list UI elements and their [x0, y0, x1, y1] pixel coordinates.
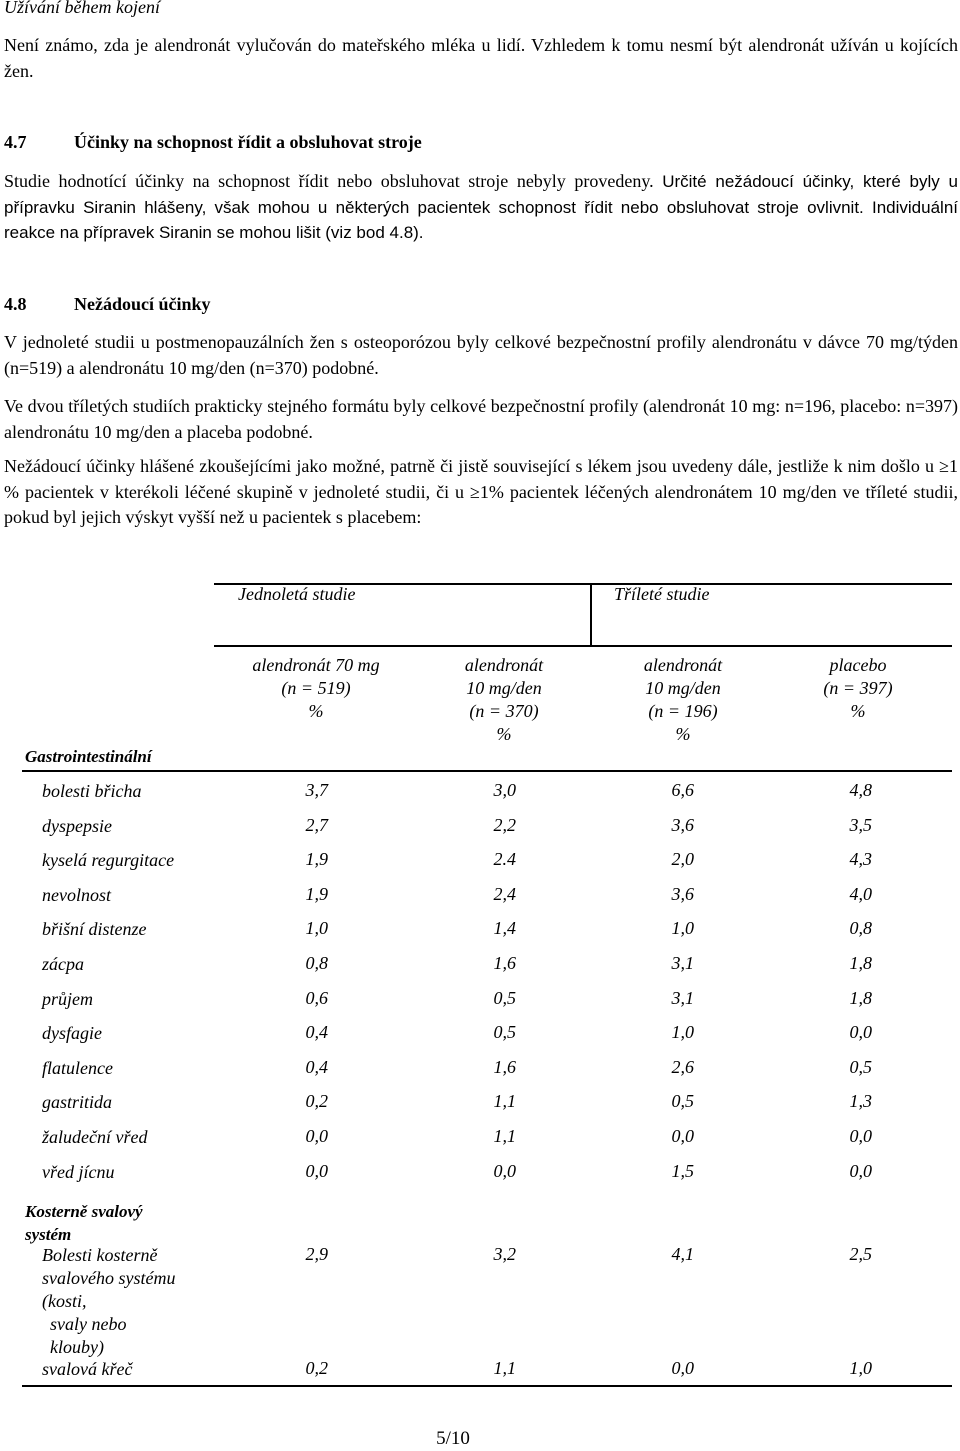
paragraph-3-part-b: 1 % pacientek v kterékoli léčené skupině v jednoleté studii, či u [4, 456, 958, 502]
column-header-line: % [850, 701, 866, 721]
value-cell: 0,8 [305, 953, 328, 973]
study-header-three-year: Tříleté studie [614, 584, 710, 604]
row-label: gastritida [42, 1092, 113, 1113]
value-cell: 4,0 [849, 883, 872, 904]
section-4-8-title: Nežádoucí účinky [74, 294, 211, 314]
value-cell: 1,9 [305, 883, 328, 904]
value-cell: 2,5 [849, 1244, 872, 1264]
value-cell: 3,6 [671, 883, 694, 904]
value-cell: 2,7 [305, 814, 328, 835]
row-label: bolesti břicha [42, 781, 142, 801]
value-cell: 0,0 [671, 1358, 694, 1378]
row-label: zácpa [42, 954, 84, 974]
group-musculoskeletal-line: systém [25, 1225, 72, 1244]
value-cell: 1,1 [493, 1358, 516, 1378]
value-cell: 3,2 [493, 1244, 516, 1264]
ge-symbol: ≥ [939, 456, 949, 476]
value-cell: 2,0 [671, 849, 694, 870]
value-cell: 1,8 [849, 987, 872, 1008]
value-cell: 0,0 [493, 1160, 516, 1181]
breastfeeding-text: Není známo, zda je alendronát vylučován do mateřského mléka u lidí. Vzhledem k tomu nesmí být alendronát užíván u kojících žen. [4, 35, 958, 81]
value-cell: 2.4 [493, 849, 516, 870]
column-header-line: alendronát [464, 655, 544, 675]
column-header-line: placebo [829, 655, 887, 675]
paragraph-3-part-a: Nežádoucí účinky hlášené zkoušejícími jako možné, patrně či jistě související s lékem jsou uvedeny dále, jestliže k nim došlo u [4, 456, 940, 476]
section-4-7-text-b: Určité nežádoucí účinky, které byly u přípravku Siranin hlášeny, však mohou u některých pacientek schopnost řídit nebo obsluhovat stroje ovlivnit. Individuální reakce na přípravek Siranin se mohou lišit (viz bod 4.8). [4, 172, 958, 242]
value-cell: 0,5 [493, 1022, 516, 1043]
column-header-alendronate-10-three-year [583, 654, 783, 746]
value-cell: 0,5 [493, 987, 516, 1008]
label-line: svalového systému [42, 1268, 176, 1288]
value-cell: 0,0 [305, 1126, 328, 1146]
group-musculoskeletal [25, 1200, 143, 1246]
column-header-line: (n = 370) [469, 701, 539, 721]
column-header-alendronate-70 [216, 654, 416, 723]
value-cell: 3,0 [493, 780, 516, 800]
column-header-line: % [496, 724, 512, 744]
paragraph-3-part-c: 1% pacientek léčených alendronátem 10 mg/den ve tříleté studii, pokud byl jejich výskyt vyšší než u pacientek s placebem: [4, 481, 958, 527]
value-cell: 0,5 [671, 1091, 694, 1112]
value-cell: 0,0 [849, 1160, 872, 1181]
column-header-line: % [308, 701, 324, 721]
value-cell: 1,1 [493, 1091, 516, 1112]
value-cell: 2,4 [493, 883, 516, 904]
label-line: klouby) [50, 1337, 104, 1357]
value-cell: 0,8 [849, 918, 872, 939]
table-column-divider [590, 583, 592, 646]
value-cell: 3,1 [671, 987, 694, 1008]
section-4-8-number: 4.8 [4, 294, 27, 314]
value-cell: 2,9 [305, 1244, 328, 1264]
column-header-placebo [758, 654, 958, 723]
study-header-one-year: Jednoletá studie [238, 584, 356, 604]
label-line: svaly nebo [50, 1314, 127, 1334]
column-header-line: 10 mg/den [645, 678, 721, 698]
value-cell: 1,0 [671, 918, 694, 939]
value-cell: 1,0 [305, 918, 328, 939]
label-line: (kosti, [42, 1291, 87, 1311]
value-cell: 0,0 [671, 1126, 694, 1146]
value-cell: 3,1 [671, 953, 694, 973]
value-cell: 1,8 [849, 953, 872, 973]
table-bottom-rule [22, 1385, 952, 1387]
row-label: nevolnost [42, 884, 111, 905]
column-header-line: (n = 196) [648, 701, 718, 721]
value-cell: 0,0 [305, 1160, 328, 1181]
column-header-line: % [675, 724, 691, 744]
value-cell: 1,3 [849, 1091, 872, 1112]
value-cell: 3,5 [849, 814, 872, 835]
value-cell: 1,5 [671, 1160, 694, 1181]
value-cell: 3,7 [305, 780, 328, 800]
adverse-effects-table [0, 560, 960, 1390]
table-header-rule [214, 645, 952, 647]
group-gastrointestinal: Gastrointestinální [25, 747, 152, 766]
section-4-7-title: Účinky na schopnost řídit a obsluhovat stroje [74, 132, 422, 152]
value-cell: 1,4 [493, 918, 516, 939]
column-header-alendronate-10-one-year [404, 654, 604, 746]
value-cell: 3,6 [671, 814, 694, 835]
value-cell: 4,8 [849, 780, 872, 800]
value-cell: 0,0 [849, 1126, 872, 1146]
ge-symbol: ≥ [470, 481, 480, 502]
section-4-7-text-a: Studie hodnotící účinky na schopnost řídit nebo obsluhovat stroje nebyly provedeny. [4, 171, 654, 191]
row-label: žaludeční vřed [42, 1127, 148, 1147]
value-cell: 2,2 [493, 814, 516, 835]
value-cell: 1,0 [671, 1022, 694, 1043]
value-cell: 0,4 [305, 1056, 328, 1077]
value-cell: 4,1 [671, 1244, 694, 1264]
value-cell: 1,6 [493, 1056, 516, 1077]
value-cell: 0,4 [305, 1022, 328, 1043]
column-header-line: 10 mg/den [466, 678, 542, 698]
value-cell: 0,2 [305, 1358, 328, 1378]
row-label: průjem [42, 988, 93, 1009]
section-4-7-number: 4.7 [4, 132, 27, 152]
value-cell: 1,1 [493, 1126, 516, 1146]
value-cell: 0,0 [849, 1022, 872, 1043]
value-cell: 2,6 [671, 1056, 694, 1077]
value-cell: 4,3 [849, 849, 872, 870]
column-header-line: (n = 397) [823, 678, 893, 698]
column-header-line: alendronát [643, 655, 723, 675]
table-subheader-rule [22, 770, 952, 772]
group-musculoskeletal-line: Kosterně svalový [25, 1202, 143, 1221]
page-number: 5/10 [436, 1428, 470, 1449]
section-4-8-paragraph-3 [4, 454, 958, 531]
column-header-line: (n = 519) [281, 678, 351, 698]
section-4-8-paragraph-1: V jednoleté studii u postmenopauzálních žen s osteoporózou byly celkové bezpečnostní profily alendronátu v dávce 70 mg/týden (n=519) a alendronátu 10 mg/den (n=370) podobné. [4, 332, 958, 378]
column-header-line: alendronát 70 mg [252, 655, 380, 675]
section-4-7-text [4, 169, 958, 246]
value-cell: 0,6 [305, 987, 328, 1008]
row-label: flatulence [42, 1057, 113, 1078]
value-cell: 6,6 [671, 780, 694, 800]
value-cell: 0,5 [849, 1056, 872, 1077]
breastfeeding-heading: Užívání během kojení [4, 0, 160, 17]
label-line: Bolesti kosterně [42, 1245, 158, 1265]
section-4-8-paragraph-2: Ve dvou tříletých studiích prakticky stejného formátu byly celkové bezpečnostní profily (alendronát 10 mg: n=196, placebo: n=397) alendronátu 10 mg/den a placeba podobné. [4, 396, 958, 442]
row-label: dysfagie [42, 1023, 102, 1044]
value-cell: 0,2 [305, 1091, 328, 1112]
row-label-muscle-cramp: svalová křeč [42, 1359, 133, 1379]
row-label-musculoskeletal-pain [42, 1244, 175, 1359]
row-label: vřed jícnu [42, 1161, 115, 1182]
row-label: břišní distenze [42, 919, 147, 940]
value-cell: 1,6 [493, 953, 516, 973]
row-label: kyselá regurgitace [42, 850, 175, 871]
value-cell: 1,9 [305, 849, 328, 870]
row-label: dyspepsie [42, 815, 112, 836]
value-cell: 1,0 [849, 1358, 872, 1378]
